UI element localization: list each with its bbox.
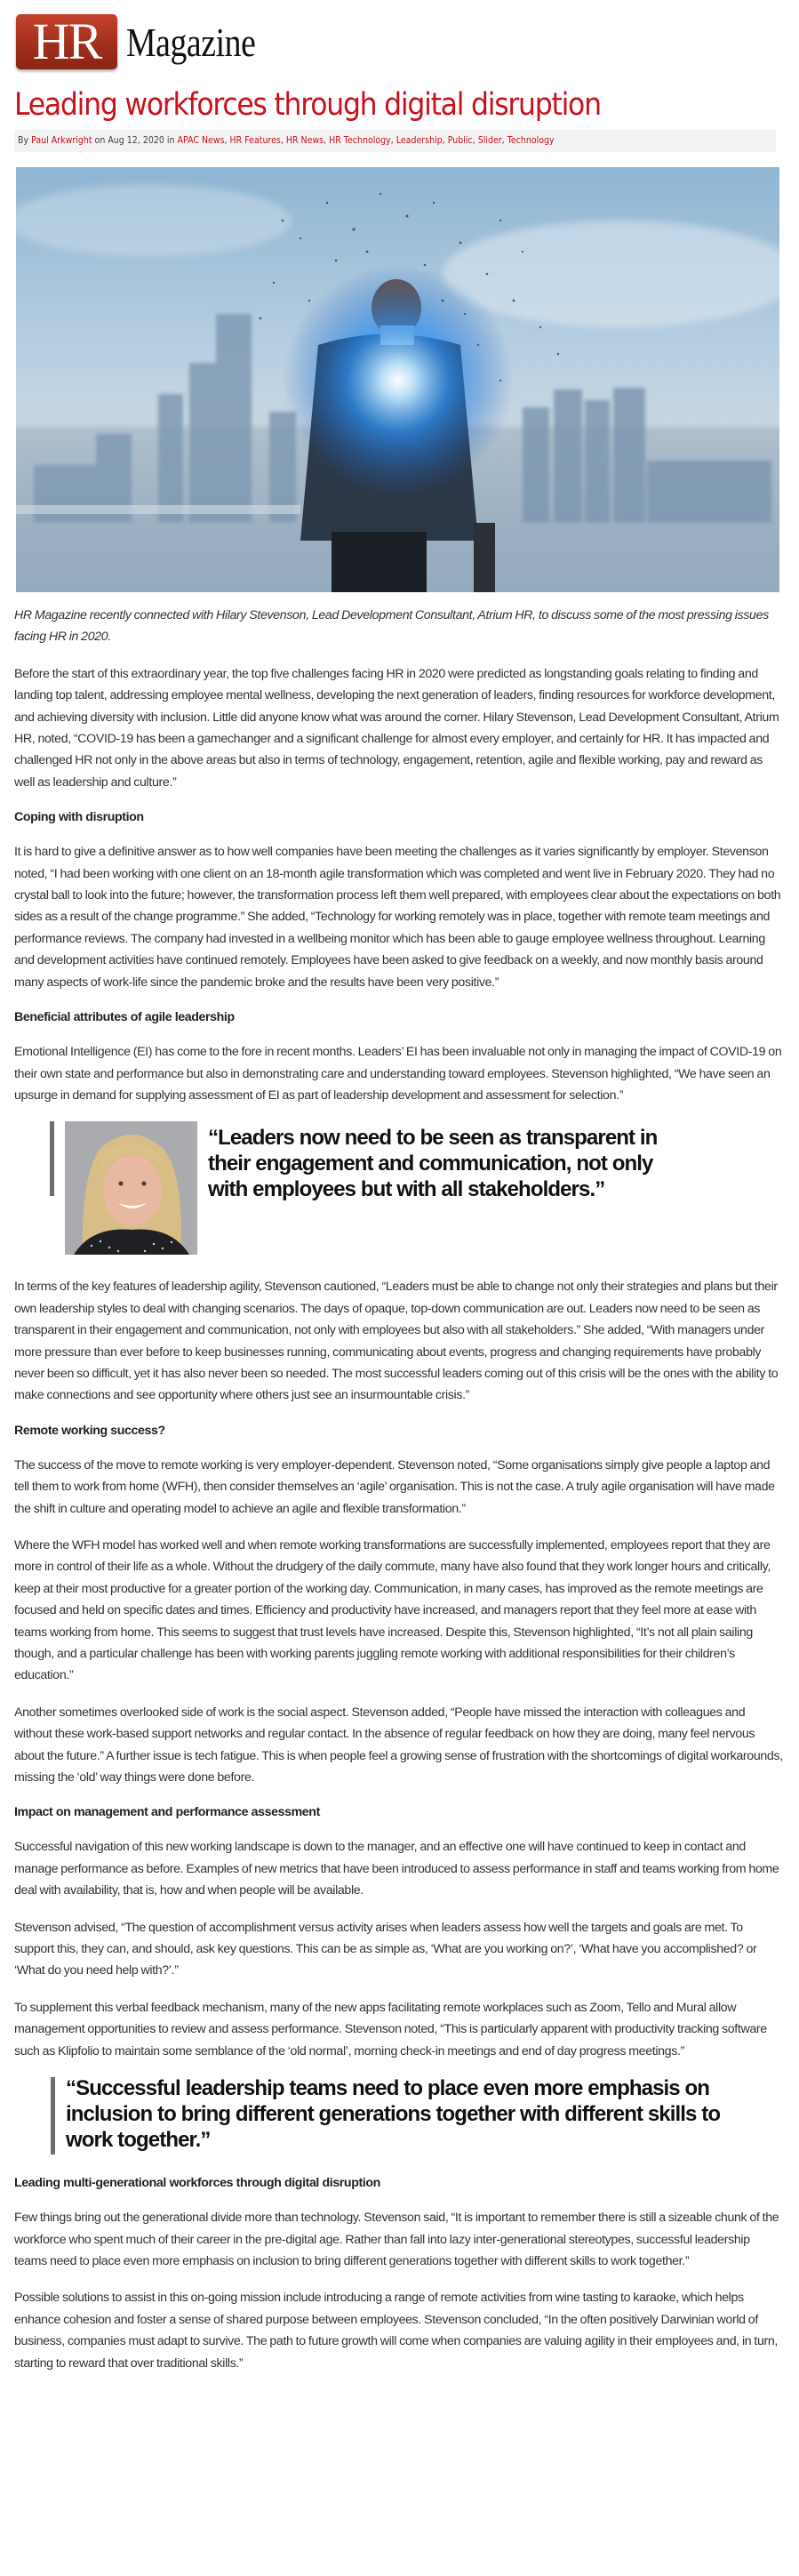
hero-illustration — [16, 167, 779, 592]
paragraph: Few things bring out the generational divide more than technology. Stevenson said, “It is important to remember there is still a sizeable chunk of the workforce who spent much of their career in the pre-digital age. Rather than fall into lazy inter-generational stereotypes, successful leadership teams need to place even more emphasis on inclusion to bring different generations together with different skills to work together.” — [14, 2211, 779, 2268]
category-link-slider[interactable]: Slider — [477, 135, 502, 146]
by-label: By — [18, 135, 29, 146]
article-body — [14, 605, 785, 2374]
category-link-hr-features[interactable]: HR Features — [229, 135, 281, 146]
hero-image — [16, 167, 779, 592]
logo-mark: HR — [16, 14, 117, 69]
pull-quote-text: “Leaders now need to be seen as transparent in their engagement and communication, not only with employees but with all stakeholders.” — [208, 1126, 658, 1202]
on-label: on — [94, 135, 106, 146]
section-heading-coping: Coping with disruption — [14, 810, 144, 825]
paragraph: Emotional Intelligence (EI) has come to the fore in recent months. Leaders’ EI has been invaluable not only in managing the impact of COVID-19 on their own state and performance but also in demonstrating care and understanding toward employees. Stevenson highlighted, “We have seen an upsurge in demand for supplying assessment of EI as part of leadership development and assessment for selection.” — [14, 1045, 782, 1103]
pull-quote-bar — [50, 1121, 54, 1196]
category-link-apac-news[interactable]: APAC News — [177, 135, 225, 146]
author-link[interactable]: Paul Arkwright — [31, 135, 92, 146]
portrait-illustration — [65, 1121, 197, 1255]
paragraph: Another sometimes overlooked side of work is the social aspect. Stevenson added, “People have missed the interaction with colleagues and without these work-based support networks and regular contact. In the absence of regular feedback on how they are doing, many feel nervous about the future.” A further issue is tech fatigue. This is when people feel a growing sense of frustration with the shortcomings of digital workarounds, missing the ‘old’ way things were done before. — [14, 1705, 783, 1786]
paragraph: It is hard to give a definitive answer as to how well companies have been meeting the challenges as it varies significantly by employer. Stevenson noted, “I had been working with one client on an 18-month agile transformation which was completed and went live in February 2020. They had no crystal ball to look into the future; however, the transformation process left them well prepared, with employees clear about the expectations on both sides as a result of the change programme.” She added, “Technology for working remotely was in place, together with remote team meetings and performance reviews. The company had invested in a wellbeing monitor which has been able to gauge employee wellness throughout. Learning and development activities have continued remotely. Employees have been asked to give feedback on a weekly, and now monthly basis around many aspects of work-life since the pandemic broke and the results have been very positive.” — [14, 845, 781, 990]
category-link-hr-technology[interactable]: HR Technology — [329, 135, 391, 146]
pull-quote-bar — [51, 2077, 55, 2155]
category-link-technology[interactable]: Technology — [507, 135, 555, 146]
publish-date: Aug 12, 2020 — [108, 135, 164, 146]
section-heading-leading: Leading multi-generational workforces through digital disruption — [14, 2176, 380, 2191]
paragraph: In terms of the key features of leadership agility, Stevenson cautioned, “Leaders must be able to change not only their strategies and plans but their own leadership styles to deal with changing scenarios. The days of opaque, top-down communication are out. Leaders now need to be seen as transparent in their engagement and communication, not only with employees but also with all stakeholders.” She added, “With managers under more pressure than ever before to keep businesses running, communicating about events, progress and changing requirements have probably never been so difficult, yet it has also never been so needed. The most successful leaders coming out of this crisis will be the ones with the ability to make connections and see opportunity where others just see an insurmountable crisis.” — [14, 1280, 779, 1403]
paragraph: To supplement this verbal feedback mechanism, many of the new apps facilitating remote workplaces such as Zoom, Tello and Mural allow management opportunities to review and assess performance. Stevenson noted, “This is particularly apparent with productivity tracking software such as Klipfolio to maintain some semblance of the ‘old normal’, morning check-in meetings and end of day progress meetings.” — [14, 2000, 767, 2058]
article-title: Leading workforces through digital disruption — [14, 87, 601, 123]
light-glow — [283, 265, 514, 496]
in-label: in — [166, 135, 175, 146]
category-link-public[interactable]: Public — [447, 135, 473, 146]
paragraph: Where the WFH model has worked well and when remote working transformations are successfully implemented, employees report that they are more in control of their life as a whole. Without the drudgery of the daily commute, many have also found that they work longer hours and critically, keep at their most productive for a greater portion of the working day. Communication, in many cases, has improved as the remote meetings are focused and held on specific dates and times. Efficiency and productivity have increased, and managers report that they feel more at ease with teams working from home. This seems to suggest that trust levels have increased. Despite this, Stevenson highlighted, “It’s not all plain sailing though, and a particular challenge has been with working parents juggling remote working with additional responsibilities for their children’s education.” — [14, 1537, 771, 1683]
category-link-leadership[interactable]: Leadership — [396, 135, 443, 146]
paragraph: Successful navigation of this new working landscape is down to the manager, and an effective one will have continued to keep in contact and manage performance as before. Examples of new metrics that have been introduced to assess performance in staff and teams working from home deal with availability, that is, how and when people will be available. — [14, 1840, 779, 1898]
article-meta: By Paul Arkwright on Aug 12, 2020 in APAC News, HR Features, HR News, HR Technology, Leadership, Public, Slider, Technology — [14, 130, 776, 152]
pull-quote-text: “Successful leadership teams need to place even more emphasis on inclusion to bring different generations together with different skills to work together.” — [66, 2076, 721, 2153]
category-link-hr-news[interactable]: HR News — [285, 135, 324, 146]
site-logo[interactable] — [14, 0, 785, 73]
pull-quote — [50, 1121, 785, 1255]
article-intro: HR Magazine recently connected with Hilary Stevenson, Lead Development Consultant, Atrium HR, to discuss some of the most pressing issues facing HR in 2020. — [14, 608, 769, 645]
section-heading-impact: Impact on management and performance assessment — [14, 1805, 320, 1820]
pull-quote — [51, 2077, 785, 2155]
section-heading-beneficial: Beneficial attributes of agile leadership — [14, 1010, 235, 1025]
logo-wordmark: Magazine — [126, 19, 256, 65]
paragraph: The success of the move to remote working is very employer-dependent. Stevenson noted, “Some organisations simply give people a laptop and tell them to work from home (WFH), then consider themselves an ‘agile’ organisation. This is not the case. A truly agile organisation will have made the shift in culture and operating model to achieve an agile and flexible transformation.” — [14, 1457, 775, 1516]
paragraph: Possible solutions to assist in this on-going mission include introducing a range of remote activities from wine tasting to karaoke, which helps enhance cohesion and foster a sense of shared purpose between employees. Stevenson concluded, “In the often positively Darwinian world of business, companies must adapt to survive. The path to future growth will come when companies are valuing agility in their employees and, in turn, starting to reward that over traditional skills.” — [14, 2291, 779, 2371]
paragraph: Before the start of this extraordinary year, the top five challenges facing HR in 2020 were predicted as longstanding goals relating to finding and landing top talent, addressing employee mental wellness, developing the next generation of leaders, finding resources for workforce development, and achieving diversity with inclusion. Little did anyone know what was around the corner. Hilary Stevenson, Lead Development Consultant, Atrium HR, noted, “COVID-19 has been a gamechanger and a significant challenge for almost every employer, and certainly for HR. It has impacted and challenged HR not only in the above areas but also in terms of technology, engagement, retention, agile and flexible working, pay and reward as well as leadership and culture.” — [14, 666, 779, 790]
section-heading-remote: Remote working success? — [14, 1423, 165, 1438]
portrait-photo — [65, 1121, 197, 1255]
paragraph: Stevenson advised, “The question of accomplishment versus activity arises when leaders assess how well the targets and goals are met. To support this, they can, and should, ask key questions. This can be as simple as, ‘What are you working on?’, ‘What have you accomplished? or ‘What do you need help with?’.” — [14, 1920, 757, 1978]
